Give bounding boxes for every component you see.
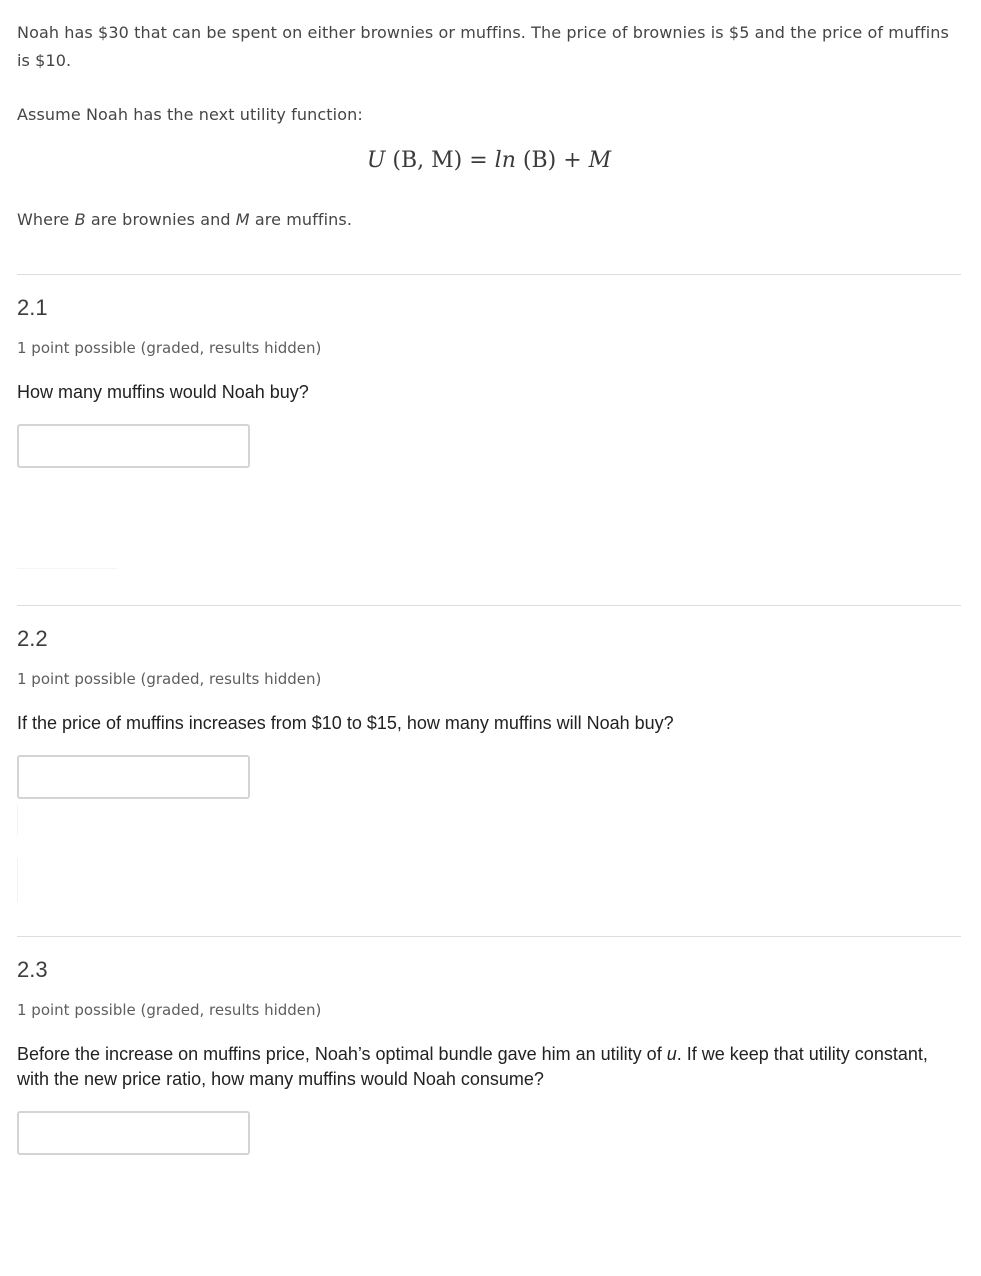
formula-func-u: U [366,148,386,173]
variables-text-2: are brownies and [85,210,236,229]
formula-ln-arg: (B) [522,148,557,173]
formula-ln: ln [494,148,516,173]
problem-title: 2.1 [17,295,48,320]
intro-paragraph-utility: Assume Noah has the next utility function: [17,105,363,124]
question-text-part1: Before the increase on muffins price, Noah’s optimal bundle gave him an utility of [17,1044,667,1064]
variables-text-3: are muffins. [249,210,353,229]
points-possible: 1 point possible (graded, results hidden) [17,339,322,357]
variable-b: B [74,210,86,229]
faint-divider [17,858,18,902]
variables-text-1: Where [17,210,75,229]
intro-paragraph-variables [17,206,352,234]
section-divider [17,605,961,606]
formula-equals: = [469,148,488,173]
section-divider [17,274,961,275]
utility-formula [17,148,961,173]
section-divider [17,936,961,937]
utility-variable-u: u [666,1044,677,1064]
faint-divider [17,568,117,569]
formula-plus: + [563,148,582,173]
intro-paragraph-budget: Noah has $30 that can be spent on either brownies or muffins. The price of brownies is $5 and the price of muffins is $10. [17,23,949,70]
variable-m: M [235,210,250,229]
formula-var-m: M [588,148,612,173]
faint-divider [17,805,18,835]
answer-input[interactable] [17,1111,250,1155]
problem-title: 2.3 [17,957,48,982]
question-text [17,1042,947,1092]
answer-input[interactable] [17,424,250,468]
points-possible: 1 point possible (graded, results hidden) [17,670,322,688]
question-text: How many muffins would Noah buy? [17,382,309,402]
question-text-part2: . If we keep that utility constant, with the new price ratio, how many muffins would Noah consume? [17,1044,928,1089]
points-possible: 1 point possible (graded, results hidden) [17,1001,322,1019]
formula-args: (B, M) [392,148,463,173]
problem-title: 2.2 [17,626,48,651]
answer-input[interactable] [17,755,250,799]
question-text: If the price of muffins increases from $10 to $15, how many muffins will Noah buy? [17,713,674,733]
